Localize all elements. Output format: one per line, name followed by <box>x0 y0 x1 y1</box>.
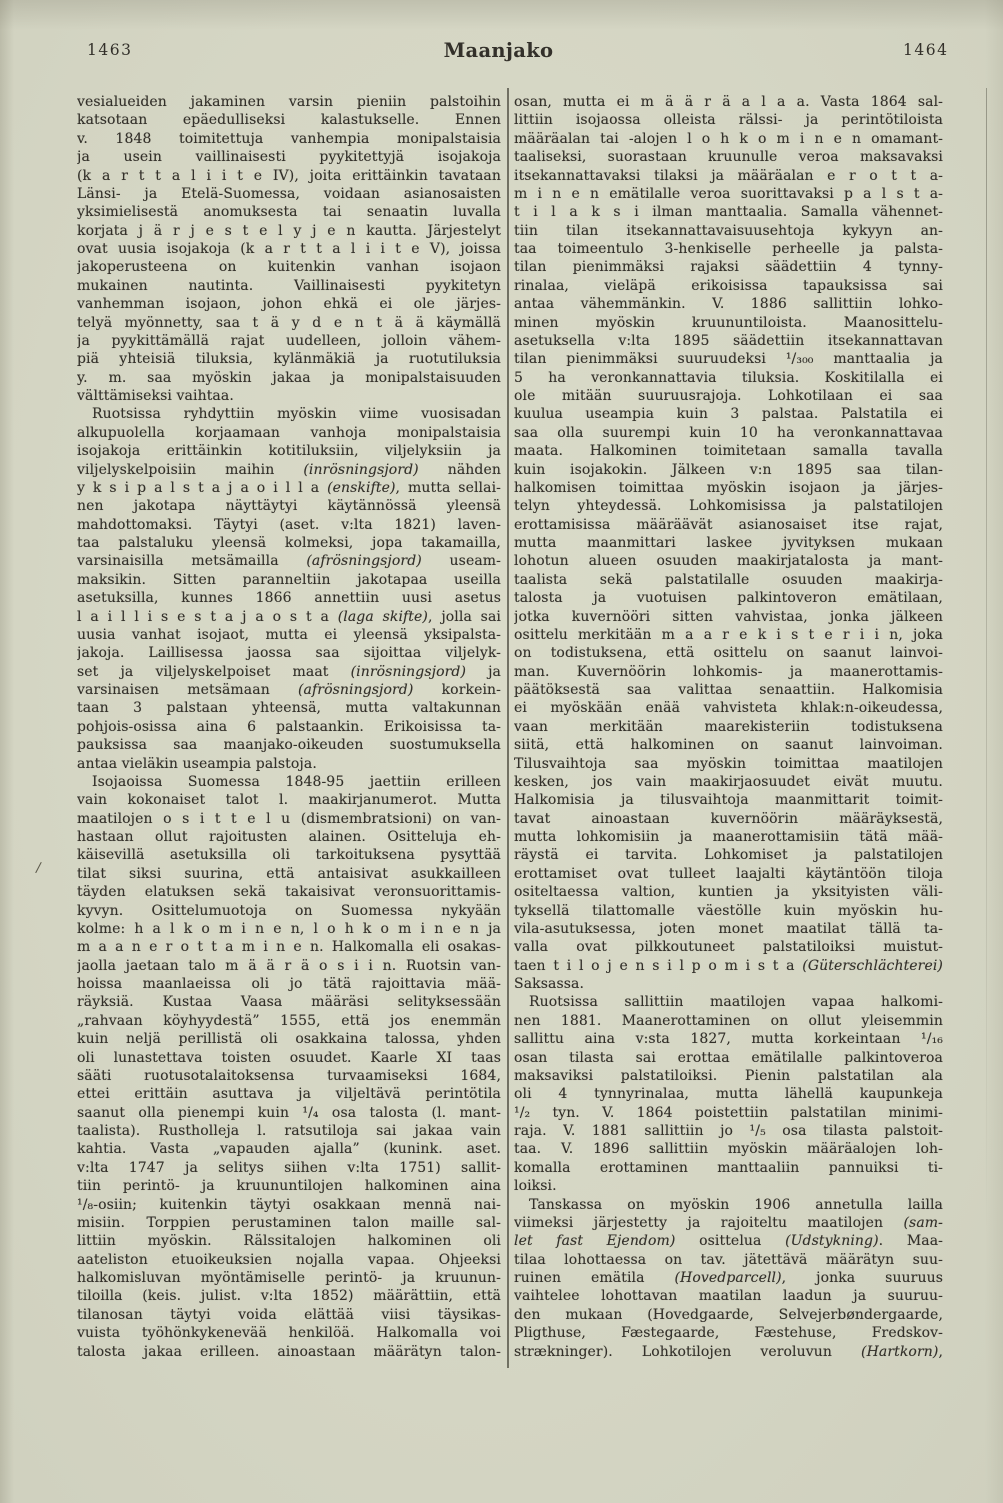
page-header <box>0 41 1003 67</box>
text-line: tiin perintö- ja kruununtilojen halkominen aina <box>77 1178 501 1195</box>
text-line: hoissa maanlaeissa oli jo tätä rajoittavia mää- <box>77 976 501 992</box>
text-line: ovat uusia isojakoja (k a r t t a l i i t e V), joissa <box>77 241 501 257</box>
text-line: saa olla suurempi kuin 10 ha veronkannattavaa <box>514 424 943 441</box>
text-line: vesialueiden jakaminen varsin pieniin palstoihin <box>77 94 501 110</box>
text-line: Pligthuse, Fæstegaarde, Fæstehuse, Fredskov- <box>514 1325 943 1342</box>
text-line: telyn yhteydessä. Lohkomisissa ja palstatilojen <box>514 498 943 515</box>
text-line: man. Kuvernöörin lohkomis- ja maanerottamis- <box>514 663 943 680</box>
text-line: Ruotsissa ryhdyttiin myöskin viime vuosisadan <box>92 406 501 423</box>
text-line: Saksassa. <box>514 976 585 992</box>
text-line: maatilojen o s i t t e l u (dismembratsioni) on van- <box>77 810 501 827</box>
text-line: taalista sekä palstatilalle osuuden maakirja- <box>514 571 943 588</box>
text-line: vaan merkitään maarekisteriin todistuksena <box>514 718 943 735</box>
text-line: osittelu merkitään m a a r e k i s t e r i i n, joka <box>514 626 943 643</box>
text-line: mahdottomaksi. Täytyi (aset. v:lta 1821) laven- <box>77 516 501 533</box>
text-line: mukainen nautinta. Vaillinaisesti pyykitetyn <box>77 277 501 294</box>
text-line: antaa vähemmänkin. V. 1886 sallittiin lohko- <box>514 296 943 313</box>
text-line: strækninger). Lohkotilojen veroluvun (Hartkorn), <box>514 1343 943 1360</box>
text-line: kolme: h a l k o m i n e n, l o h k o m i n e n ja <box>77 920 501 937</box>
text-line: sääti ruotusotalaitoksensa turvaamiseksi 1684, <box>77 1067 501 1084</box>
text-line: vain kokonaiset talot l. maakirjanumerot. Mutta <box>77 792 501 809</box>
text-line: päätöksestä saa valittaa senaattiin. Halkomisia <box>514 682 943 698</box>
italic-term: (afrösningsjord) <box>306 553 422 570</box>
text-line: on todistuksena, että osittelu on saanut lainvoi- <box>514 645 943 662</box>
text-line: jakoja. Laillisessa jaossa saa sijoittaa viljelyk- <box>77 645 501 662</box>
text-line: mutta lohkomisiin ja maanerottamisiin tätä mää- <box>514 829 943 845</box>
text-line: oli 4 tynnyrinalaa, mutta lähellä kaupunkeja <box>514 1086 943 1103</box>
text-line: raja. V. 1881 sallittiin jo ¹/₅ osa tilasta palstoit- <box>514 1123 943 1139</box>
text-line: räyksiä. Kustaa Vaasa määräsi selityksessään <box>77 994 501 1011</box>
text-line: pauksissa saa maanjako-oikeuden suostumuksella <box>77 737 501 754</box>
text-line: räystä ei tarvita. Lohkomiset ja palstatilojen <box>514 847 943 864</box>
text-line: jakoperusteena on kuitenkin vanhan isojaon <box>77 259 501 276</box>
text-line: lohotun alueen osuuden maakirjatalosta ja mant- <box>514 553 943 570</box>
text-line: tilaa lohottaessa on tav. jätettävä määrätyn suu- <box>514 1251 943 1268</box>
text-line: varsinaisilla metsämailla (afrösningsjord) useam- <box>77 553 501 570</box>
text-line: vuista työhönkykenevää henkilöä. Halkomalla voi <box>77 1325 501 1342</box>
text-line: (k a r t t a l i i t e IV), joita erittäinkin tavataan <box>77 167 501 184</box>
text-line: valla ovat pilkkoutuneet palstatiloiksi muistut- <box>514 939 943 956</box>
text-line: halkomisen toimittaa myöskin isojaon ja järjes- <box>514 479 943 496</box>
text-line: antaa vieläkin useampia palstoja. <box>77 755 317 772</box>
text-line: ositeltaessa valtion, kuntien ja yksityisten väli- <box>514 884 943 901</box>
text-line: korjata j ä r j e s t e l y j e n kautta. Järjestelyt <box>77 222 501 239</box>
text-line: l a i l l i s e s t a j a o s t a (laga skifte), jolla sai <box>77 608 501 625</box>
text-line: maksaviksi palstatiloiksi. Pienin palstatilan ala <box>514 1067 943 1084</box>
text-line: vanhemman isojaon, johon ehkä ei ole järjes- <box>77 296 501 313</box>
text-line: kahtia. Vasta „vapauden ajalla” (kunink. aset. <box>77 1141 501 1158</box>
text-line: kuulua useampia kuin 3 palstaa. Palstatila ei <box>514 406 943 423</box>
text-line: oli lunastettava toisten osuudet. Kaarle XI taas <box>77 1049 501 1066</box>
italic-term: (inrösningsjord) <box>350 663 467 680</box>
text-line: saanut olla pienempi kuin ¹/₄ osa talosta (l. mant- <box>77 1104 501 1121</box>
text-line: uusia vanhat isojaot, mutta ei yleensä yksipalsta- <box>77 626 501 643</box>
text-line: Halkomisia ja tilusvaihtoja maanmittarit toimit- <box>514 792 943 809</box>
text-line: t i l a k s i ilman manttaalia. Samalla vähennet- <box>514 204 943 221</box>
text-line: set ja viljelyskelpoiset maat (inrösningsjord) ja <box>77 663 501 680</box>
text-line: m i n e n emätilalle veroa suorittavaksi p a l s t a- <box>514 185 943 202</box>
italic-term: (sam- <box>903 1214 943 1231</box>
text-column-right <box>514 93 943 1361</box>
text-line: komalla erottaminen manttaaliin pannuiksi ti- <box>514 1159 943 1176</box>
text-line: taen t i l o j e n s i l p o m i s t a (Güterschlächterei) <box>514 957 943 974</box>
text-line: viljelyskelpoisiin maihin (inrösningsjord) nähden <box>77 461 501 478</box>
text-line: let fast Ejendom) osittelua (Udstykning). Maa- <box>514 1233 943 1250</box>
italic-term: (inrösningsjord) <box>303 461 419 478</box>
text-line: maata. Halkominen toimitetaan samalla tavalla <box>514 443 943 460</box>
text-line: ruinen emätila (Hovedparcell), jonka suuruus <box>514 1270 943 1286</box>
text-line: siitä, että halkominen on saanut lainvoiman. <box>514 737 943 754</box>
text-line: ¹/₂ tyn. V. 1864 poistettiin palstatilan minimi- <box>514 1104 943 1121</box>
text-line: ei myöskään enää vahvisteta khlak:n-oikeudessa, <box>514 700 943 717</box>
text-line: osan tilasta sai erottaa emätilalle palkintoveroa <box>514 1049 943 1066</box>
text-line: hastaan ollut rajoitusten alainen. Ositteluja eh- <box>77 829 501 845</box>
text-line: littiin myöskin. Rälssitalojen halkominen oli <box>77 1233 501 1250</box>
text-line: littiin isojaossa olleista rälssi- ja perintötiloista <box>514 112 943 129</box>
page-edge-rule <box>986 88 987 1238</box>
text-line: Tanskassa on myöskin 1906 annetulla lailla <box>529 1196 943 1213</box>
text-line: varsinaisen metsämaan (afrösningsjord) korkein- <box>77 682 501 698</box>
text-line: taa toimeentulo 3-henkiselle perheelle ja palsta- <box>514 241 943 257</box>
text-line: jaolla jaetaan talo m ä ä r ä o s i i n. Ruotsin van- <box>77 957 501 974</box>
text-line: minen myöskin kruununtiloista. Maanosittelu- <box>514 314 943 331</box>
text-line: pohjois-osissa aina 6 palstaankin. Erikoisissa ta- <box>77 718 501 735</box>
text-line: Ruotsissa sallittiin maatilojen vapaa halkomi- <box>529 994 943 1011</box>
text-line: maksikin. Sitten paranneltiin jakotapaa useilla <box>77 571 501 588</box>
text-line: Tilusvaihtoja saa myöskin toimittaa maatilojen <box>514 755 943 772</box>
text-line: käisevillä asetuksilla oli tarkoituksena pysyttää <box>77 847 501 864</box>
text-line: „rahvaan köyhyydestä” 1555, että jos enemmän <box>77 1012 501 1029</box>
text-line: taalista). Rustholleja l. ratsutiloja sai jakaa vain <box>77 1123 501 1139</box>
text-line: osan, mutta ei m ä ä r ä a l a a. Vasta 1864 sal- <box>514 94 943 110</box>
text-line: ole mitään suuruusrajoja. Lohkotilaan ei saa <box>514 388 943 404</box>
text-line: tiin tilan itsekannattavaisuusehtoja kykyyn an- <box>514 222 943 239</box>
text-line: taan 3 palstaan yhteensä, mutta valtakunnan <box>77 700 501 717</box>
text-line: itsekannattavaksi tilaksi ja määräalan e r o t t a- <box>514 167 943 184</box>
text-line: halkomisluvan myöntämiselle perintö- ja kruunun- <box>77 1270 501 1286</box>
text-line: katsotaan epäedulliseksi kalastukselle. Ennen <box>77 112 501 129</box>
text-line: talosta jakaa erilleen. ainoastaan määrätyn talon- <box>77 1343 501 1360</box>
text-line: tilan pienimmäksi rajaksi säädettiin 4 tynny- <box>514 259 943 276</box>
page-title: Maanjako <box>443 39 554 62</box>
text-line: erottamiset ovat tulleet laajalti käytäntöön tiloja <box>514 865 943 882</box>
text-line: alkupuolella korjaamaan vanhoja monipalstaisia <box>77 424 501 441</box>
text-line: mutta maanmittari laskee jyvityksen mukaan <box>514 535 943 551</box>
text-line: y k s i p a l s t a j a o i l l a (enskifte), mutta sellai- <box>77 479 501 496</box>
page-number-left: 1463 <box>87 41 133 59</box>
italic-term: (enskifte) <box>327 479 396 496</box>
italic-term: (Udstykning) <box>785 1233 879 1250</box>
text-line: talosta ja vuotuisen palkintoveron emätilaan, <box>514 590 943 607</box>
column-divider <box>507 88 509 1368</box>
text-line: tavat ainoastaan kuvernöörin määräyksestä, <box>514 810 943 827</box>
text-line: vila-asutuksessa, joten monet maatilat tällä ta- <box>514 920 943 937</box>
text-line: taa. V. 1896 sallittiin myöskin määräalojen loh- <box>514 1141 943 1158</box>
text-line: m a a n e r o t t a m i n e n. Halkomalla eli osakas- <box>77 939 501 956</box>
text-line: asetuksella v:lta 1895 säädettiin itsekannattavan <box>514 332 943 349</box>
text-line: erottamisissa määräävät asianosaiset itse rajat, <box>514 516 943 533</box>
text-line: viimeksi järjestetty ja rajoiteltu maatilojen (sam- <box>514 1214 943 1231</box>
text-line: y. m. saa myöskin jakaa ja monipalstaisuuden <box>77 369 501 386</box>
text-line: v. 1848 toimitettuja vanhempia monipalstaisia <box>77 130 501 147</box>
text-line: nen jakotapa näyttäytyi käytännössä yleensä <box>77 498 501 515</box>
text-line: tilan pienimmäksi suuruudeksi ¹/₃₀₀ manttaalia ja <box>514 351 943 368</box>
text-line: tiloilla (keis. julist. v:lta 1852) määrättiin, että <box>77 1288 501 1305</box>
text-line: ettei erittäin asuttava ja viljeltävä perintötila <box>77 1086 501 1103</box>
text-line: kyvyn. Osittelumuotoja on Suomessa nykyään <box>77 902 501 919</box>
text-line: täyden elatuksen sekä takaisivat veronsuorittamis- <box>77 884 501 901</box>
italic-term: (Hartkorn) <box>861 1343 939 1360</box>
text-line: loiksi. <box>514 1178 557 1195</box>
text-line: välttämiseksi vaihtaa. <box>77 388 234 404</box>
text-line: kesken, jos vain maakirjaosuudet eivät muutu. <box>514 773 943 790</box>
text-line: tyksellä tilattomalle väestölle kuin myöskin hu- <box>514 902 943 919</box>
text-line: yksimielisestä anomuksesta tai senaatin luvalla <box>77 204 501 221</box>
italic-term: (laga skifte) <box>337 608 428 625</box>
text-line: v:lta 1747 ja selitys siihen v:lta 1751) sallit- <box>77 1159 501 1176</box>
text-line: rinalaa, vieläpä erikoisissa tapauksissa sai <box>514 277 943 294</box>
text-line: jotka kuvernööri sitten vahvistaa, jonka jälkeen <box>514 608 943 625</box>
text-line: taaliseksi, suorastaan kruunulle veroa maksavaksi <box>514 149 943 166</box>
text-line: sallittu aina v:sta 1827, mutta korkeintaan ¹/₁₆ <box>514 1031 943 1048</box>
text-line: telyä myönnetty, saa t ä y d e n t ä ä käymällä <box>77 314 501 331</box>
text-column-left <box>77 93 501 1361</box>
text-line: kuin neljä perillistä oli osakkaina talossa, yhden <box>77 1031 501 1048</box>
text-line: tilat siksi suurina, että antaisivat asukkailleen <box>77 865 501 882</box>
text-line: nen 1881. Maanerottaminen on ollut yleisemmin <box>514 1012 943 1029</box>
text-line: kuin isojakokin. Jälkeen v:n 1895 saa tilan- <box>514 461 943 478</box>
italic-term: (afrösningsjord) <box>297 682 414 698</box>
italic-term: (Güterschlächterei) <box>802 957 943 974</box>
text-line: taa palstaluku yleensä kolmeksi, jopa takamailla, <box>77 535 501 551</box>
text-line: 5 ha veronkannattavia tiluksia. Koskitilalla ei <box>514 369 943 386</box>
text-line: den mukaan (Hovedgaarde, Selvejerbøndergaarde, <box>514 1306 943 1323</box>
text-line: isojakoja erittäinkin kotitiluksiin, viljelyksiin ja <box>77 443 501 460</box>
text-line: misiin. Torppien perustaminen talon maille sal- <box>77 1214 501 1231</box>
text-line: vaihtelee lohottavan maatilan laadun ja suuruu- <box>514 1288 943 1305</box>
text-line: tilanosan täytyi voida elättää viisi täysikas- <box>77 1306 501 1323</box>
text-line: ja usein vaillinaisesti pyykitettyjä isojakoja <box>77 149 501 166</box>
text-line: Länsi- ja Etelä-Suomessa, voidaan asianosaisten <box>77 185 501 202</box>
text-line: määräalan tai -alojen l o h k o m i n e n omamant- <box>514 130 943 147</box>
text-line: ja pyykittämällä rajat uudelleen, jolloin vähem- <box>77 332 501 349</box>
margin-pencil-mark: / <box>34 859 44 877</box>
text-line: asetuksilla, kunnes 1866 annettiin uusi asetus <box>77 590 501 607</box>
italic-term: (Hovedparcell) <box>674 1270 782 1286</box>
text-line: Isojaoissa Suomessa 1848-95 jaettiin erilleen <box>92 773 501 790</box>
italic-term: let fast Ejendom) <box>514 1233 676 1250</box>
text-line: piä yhteisiä tiluksia, kylänmäkiä ja ruotutiluksia <box>77 351 501 368</box>
text-line: ¹/₈-osiin; kuitenkin täytyi osakkaan mennä nai- <box>77 1196 501 1213</box>
page-number-right: 1464 <box>903 41 949 59</box>
text-line: aateliston etuoikeuksien nojalla vapaa. Ohjeeksi <box>77 1251 501 1268</box>
